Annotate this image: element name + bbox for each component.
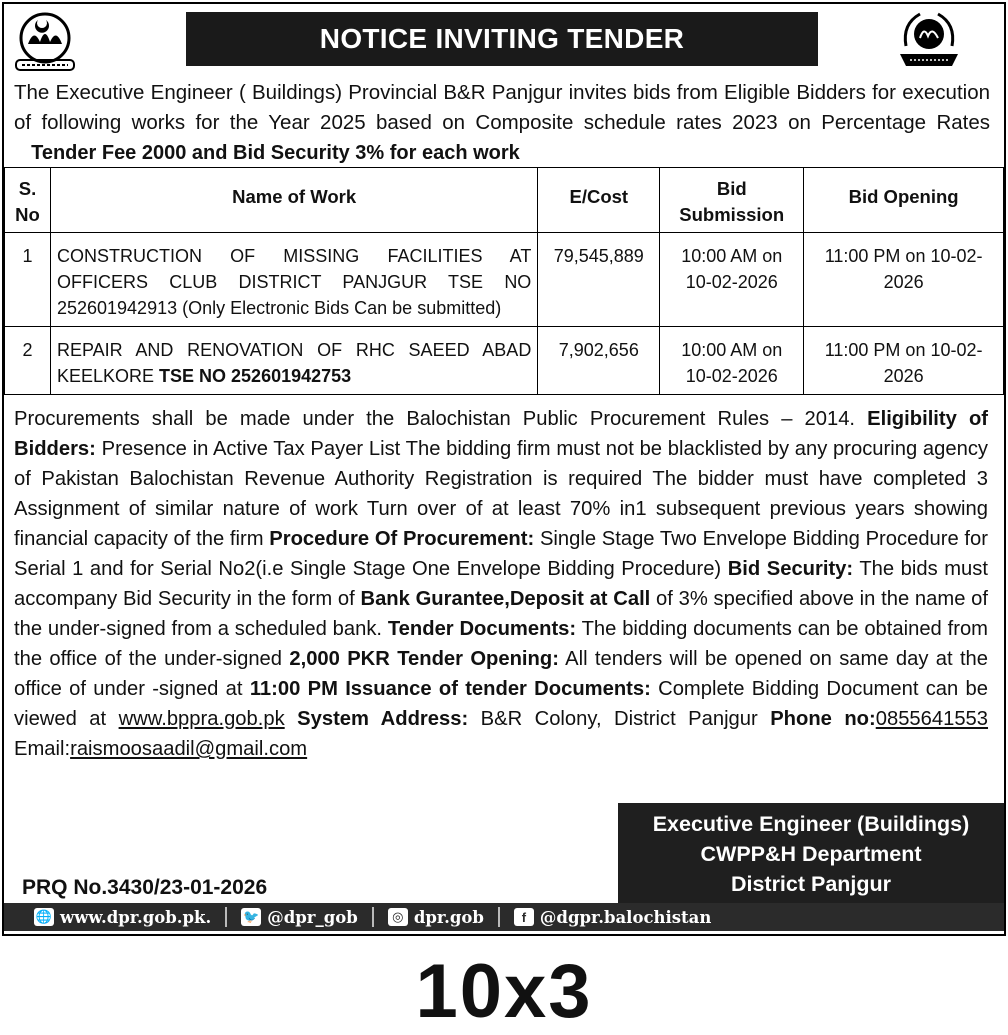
eligibility-heading: Eligibility of Bidders: [14, 408, 988, 460]
tender-opening-text: All tenders will be opened on same day at the office of under -signed at [14, 648, 989, 700]
tender-fee-text: Tender Fee 2000 and Bid Security 3% for each work [31, 142, 520, 164]
issuance-text: Complete Bidding Document can be viewed at [14, 678, 988, 730]
eligibility-text: Presence in Active Tax Payer List The bidding firm must not be blacklisted by any procuring agency of Pakistan Balochistan Revenue Authority Registration is required The bidder must have completed 3 Assignment of similar nature of work Turn over of at least 70% in1 subsequent previous years showing financial capacity of the firm [14, 438, 989, 550]
phone-heading: Phone no: [770, 708, 876, 730]
footer-twitter[interactable] [241, 908, 358, 927]
bank-guarantee-text: Bank Gurantee,Deposit at Call [360, 588, 651, 610]
tender-documents-heading: Tender Documents: [387, 618, 577, 640]
procedure-heading: Procedure Of Procurement: [269, 528, 535, 550]
notice-title: NOTICE INVITING TENDER [186, 12, 818, 66]
facebook-icon: f [514, 908, 534, 926]
ad-size-label: 10x3 [415, 949, 593, 1034]
row-name-text: REPAIR AND RENOVATION OF RHC SAEED ABAD KEELKORE [56, 340, 532, 386]
header-sno: S. No [5, 168, 51, 233]
footer-twitter-text: @dpr_gob [267, 907, 358, 927]
address-text: B&R Colony, District Panjgur [480, 708, 771, 730]
row-submission: 10:00 AM on 10-02-2026 [660, 233, 804, 327]
conditions-paragraph [14, 404, 988, 764]
prq-number: PRQ No.3430/23-01-2026 [22, 876, 268, 899]
header-cost: E/Cost [538, 168, 660, 233]
row-sno: 1 [5, 233, 51, 327]
bid-security-heading: Bid Security: [727, 558, 854, 580]
procedure-text: Single Stage Two Envelope Bidding Procedure for Serial 1 and for Serial No2(i.e Single Stage One Envelope Bidding Procedure) [14, 528, 988, 580]
procurement-rules-text: Procurements shall be made under the Balochistan Public Procurement Rules – 2014. [14, 408, 868, 430]
signature-box [618, 803, 1004, 903]
table-row [5, 233, 1004, 327]
footer-instagram[interactable] [388, 908, 484, 927]
globe-icon: 🌐 [35, 909, 53, 925]
phone-number[interactable]: 0855641553 [875, 708, 989, 730]
header-name: Name of Work [50, 168, 537, 233]
footer-facebook[interactable] [514, 908, 711, 927]
row-submission: 10:00 AM on 10-02-2026 [660, 327, 804, 395]
works-table [4, 167, 1004, 395]
header-opening: Bid Opening [804, 168, 1004, 233]
footer-social-bar [4, 903, 1004, 931]
twitter-icon: 🐦 [243, 909, 260, 925]
intro-paragraph [14, 78, 990, 168]
opening-time: 11:00 PM [249, 678, 338, 700]
row-opening: 11:00 PM on 10-02-2026 [804, 327, 1004, 395]
row-opening: 11:00 PM on 10-02-2026 [804, 233, 1004, 327]
row-name [50, 327, 537, 395]
instagram-icon: ◎ [388, 908, 408, 926]
signature-line-2: CWPP&H Department [700, 842, 922, 866]
email-link[interactable]: raismoosaadil@gmail.com [70, 738, 308, 760]
balochistan-emblem-icon [10, 6, 80, 76]
bppra-website-link[interactable]: www.bppra.gob.pk [118, 708, 285, 730]
footer-web-text: www.dpr.gob.pk. [60, 907, 212, 927]
issuance-heading: Issuance of tender Documents: [345, 678, 651, 700]
tender-documents-text: The bidding documents can be obtained from the office of the under-signed [14, 618, 988, 670]
footer-separator [225, 907, 227, 927]
intro-text: The Executive Engineer ( Buildings) Provincial B&R Panjgur invites bids from Eligible Bidders for execution of following works for the Year 2025 based on Composite schedule rates 2023 on Percentage Rates [14, 81, 990, 134]
system-address-heading: System Address: [297, 708, 469, 730]
tender-opening-heading: Tender Opening: [397, 648, 559, 670]
table-header-row [5, 168, 1004, 233]
signature-line-3: District Panjgur [730, 872, 892, 896]
row-cost: 79,545,889 [538, 233, 660, 327]
footer-web[interactable] [34, 908, 211, 927]
signature-line-1: Executive Engineer (Buildings) [652, 812, 970, 836]
row-name: CONSTRUCTION OF MISSING FACILITIES AT OFFICERS CLUB DISTRICT PANJGUR TSE NO 252601942913 (Only Electronic Bids Can be submitted) [50, 233, 537, 327]
table-row [5, 327, 1004, 395]
document-price: 2,000 PKR [289, 648, 390, 670]
footer-separator [372, 907, 374, 927]
footer-instagram-text: dpr.gob [413, 907, 484, 927]
row-cost: 7,902,656 [538, 327, 660, 395]
row-tse-number: TSE NO 252601942753 [159, 366, 352, 386]
row-sno: 2 [5, 327, 51, 395]
footer-separator [498, 907, 500, 927]
bid-security-text: The bids must accompany Bid Security in the form of [14, 558, 988, 610]
header-submission: Bid Submission [660, 168, 804, 233]
footer-facebook-text: @dgpr.balochistan [539, 907, 712, 927]
bid-security-text-2: of 3% specified above in the name of the under-signed from a scheduled bank. [14, 588, 988, 640]
email-label: Email: [14, 738, 71, 760]
dpr-emblem-icon [894, 6, 964, 76]
